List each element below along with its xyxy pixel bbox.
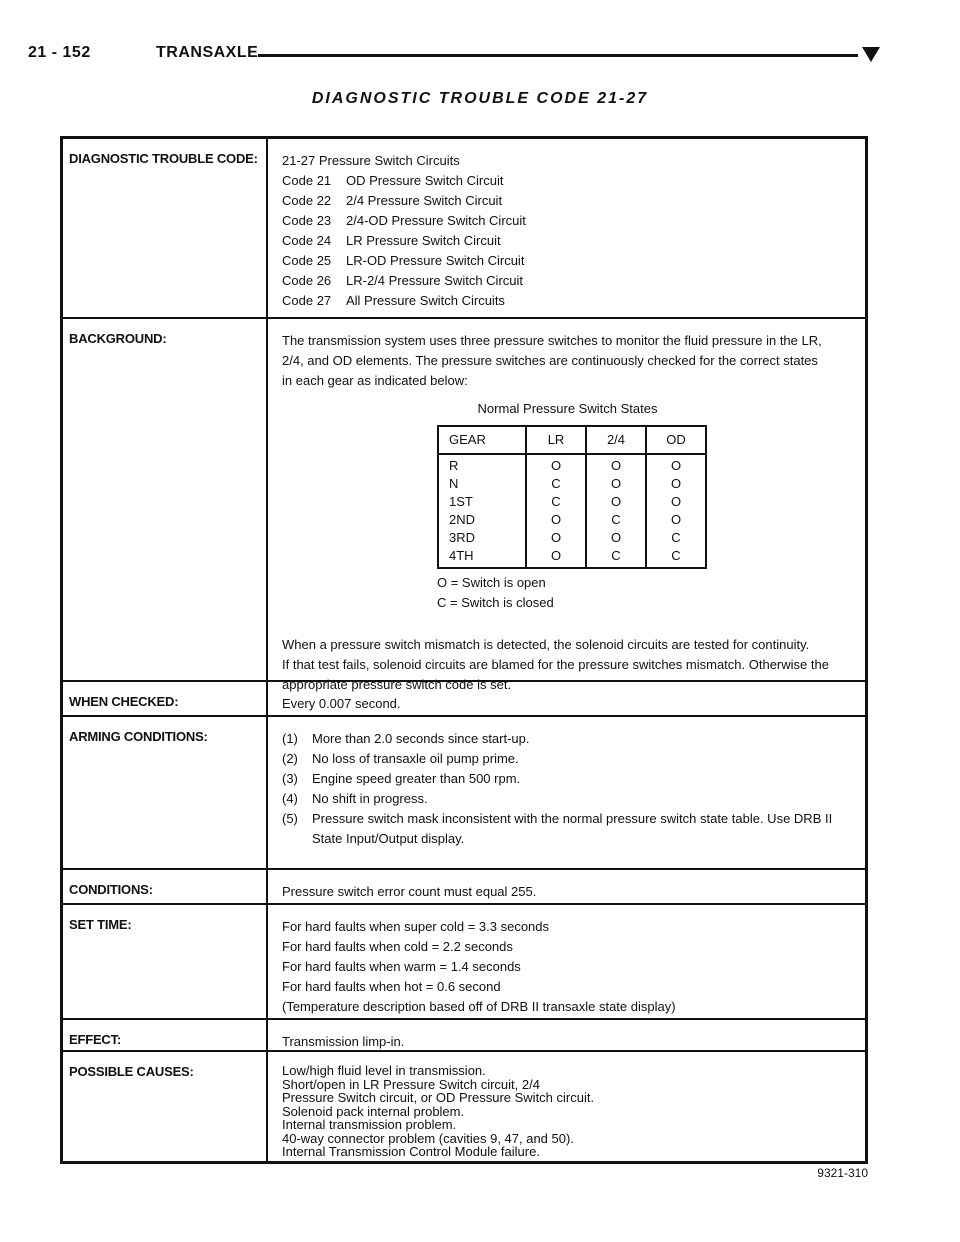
effect-text: Transmission limp-in. — [282, 1034, 405, 1049]
lr-cell: O — [550, 458, 562, 473]
row-label: SET TIME: — [69, 917, 132, 932]
row-label: WHEN CHECKED: — [69, 694, 179, 709]
dtc-heading: 21-27 Pressure Switch Circuits — [282, 153, 460, 168]
item-text: No loss of transaxle oil pump prime. — [312, 751, 519, 766]
code-description: LR-OD Pressure Switch Circuit — [346, 253, 525, 268]
arming-item — [282, 789, 853, 809]
outro-line: appropriate pressure switch code is set. — [282, 677, 512, 692]
table-legend — [437, 573, 853, 613]
row-possible-causes — [63, 1052, 865, 1161]
s24-cell: C — [611, 548, 621, 563]
page-header — [28, 44, 880, 74]
code-description: LR Pressure Switch Circuit — [346, 233, 501, 248]
row-label: CONDITIONS: — [69, 882, 153, 897]
row-label: POSSIBLE CAUSES: — [69, 1064, 194, 1079]
gear-cell: 3RD — [449, 530, 476, 545]
item-text: No shift in progress. — [312, 791, 428, 806]
lr-column — [526, 454, 586, 568]
arming-item — [282, 769, 853, 789]
od-cell: O — [670, 458, 682, 473]
row-arming-conditions — [63, 717, 865, 870]
code-line — [282, 251, 853, 271]
gear-cell: 4TH — [449, 548, 474, 563]
row-label: EFFECT: — [69, 1032, 122, 1047]
dtc-chart — [60, 136, 868, 1164]
cause-line: Short/open in LR Pressure Switch circuit, 2/4 — [282, 1076, 540, 1092]
lr-cell: O — [550, 530, 562, 545]
row-background — [63, 319, 865, 692]
code-line — [282, 191, 853, 211]
code-number: Code 25 — [282, 253, 332, 268]
s24-cell: O — [610, 530, 622, 545]
causes-content — [282, 1064, 853, 1159]
code-description: OD Pressure Switch Circuit — [346, 173, 504, 188]
page-title: DIAGNOSTIC TROUBLE CODE 21-27 — [311, 90, 649, 107]
cause-line: Internal Transmission Control Module failure. — [282, 1144, 540, 1159]
gear-cell: N — [449, 476, 459, 491]
code-number: Code 21 — [282, 173, 332, 188]
triangle-marker-icon — [862, 47, 880, 62]
section-title: TRANSAXLE — [156, 44, 259, 61]
table-title: Normal Pressure Switch States — [477, 401, 658, 416]
row-label: DIAGNOSTIC TROUBLE CODE: — [69, 151, 258, 166]
code-number: Code 23 — [282, 213, 332, 228]
item-text: Pressure switch mask inconsistent with the normal pressure switch state table. Use DRB II — [312, 811, 833, 826]
cause-line: Solenoid pack internal problem. — [282, 1103, 465, 1119]
when-checked-text: Every 0.007 second. — [282, 696, 401, 711]
od-cell: C — [671, 530, 681, 545]
outro-line: When a pressure switch mismatch is detected, the solenoid circuits are tested for continuity. — [282, 637, 810, 652]
intro-line: The transmission system uses three pressure switches to monitor the fluid pressure in the LR, — [282, 333, 822, 348]
row-conditions — [63, 870, 865, 905]
cause-line: Low/high fluid level in transmission. — [282, 1063, 486, 1078]
row-label: ARMING CONDITIONS: — [69, 729, 208, 744]
code-line — [282, 271, 853, 291]
code-description: All Pressure Switch Circuits — [346, 293, 505, 308]
dtc-content — [282, 151, 853, 311]
arming-item — [282, 809, 853, 829]
code-line — [282, 291, 853, 311]
code-line — [282, 171, 853, 191]
lr-cell: C — [551, 494, 561, 509]
code-description: 2/4 Pressure Switch Circuit — [346, 193, 503, 208]
intro-line: in each gear as indicated below: — [282, 373, 468, 388]
arming-item-continuation: State Input/Output display. — [312, 831, 465, 846]
code-number: Code 22 — [282, 193, 332, 208]
lr-cell: O — [550, 512, 562, 527]
lr-cell: O — [550, 548, 562, 563]
set-time-line: For hard faults when cold = 2.2 seconds — [282, 939, 513, 954]
item-text: More than 2.0 seconds since start-up. — [312, 731, 530, 746]
arming-item — [282, 729, 853, 749]
cause-line: Pressure Switch circuit, or OD Pressure Switch circuit. — [282, 1090, 595, 1105]
s24-cell: C — [611, 512, 621, 527]
cause-line: 40-way connector problem (cavities 9, 47, and 50). — [282, 1130, 574, 1146]
code-line — [282, 211, 853, 231]
s24-cell: O — [610, 458, 622, 473]
arming-item — [282, 749, 853, 769]
cause-line: Internal transmission problem. — [282, 1117, 457, 1132]
s24-cell: O — [610, 476, 622, 491]
pressure-switch-table — [437, 425, 707, 569]
code-number: Code 26 — [282, 273, 332, 288]
row-set-time — [63, 905, 865, 1020]
header-2-4: 2/4 — [586, 426, 646, 454]
background-content — [282, 331, 853, 695]
od-cell: O — [670, 494, 682, 509]
gear-cell: 2ND — [449, 512, 476, 527]
header-lr: LR — [526, 426, 586, 454]
item-number: (3) — [282, 771, 298, 786]
od-cell: O — [670, 512, 682, 527]
od-column — [646, 454, 706, 568]
row-effect — [63, 1020, 865, 1052]
set-time-line: For hard faults when warm = 1.4 seconds — [282, 959, 521, 974]
row-when-checked — [63, 682, 865, 717]
code-description: 2/4-OD Pressure Switch Circuit — [346, 213, 526, 228]
item-number: (4) — [282, 791, 298, 806]
arming-content — [282, 729, 853, 849]
code-line — [282, 231, 853, 251]
item-number: (1) — [282, 731, 298, 746]
s24-column — [586, 454, 646, 568]
set-time-content — [282, 917, 853, 1017]
legend-closed: C = Switch is closed — [437, 595, 554, 610]
set-time-line: (Temperature description based off of DRB II transaxle state display) — [282, 999, 676, 1014]
header-gear: GEAR — [438, 426, 526, 454]
od-cell: C — [671, 548, 681, 563]
header-od: OD — [646, 426, 706, 454]
item-number: (2) — [282, 751, 298, 766]
set-time-line: For hard faults when hot = 0.6 second — [282, 979, 501, 994]
code-number: Code 24 — [282, 233, 332, 248]
gear-cell: 1ST — [449, 494, 473, 509]
figure-id: 9321-310 — [817, 1166, 868, 1180]
item-text: Engine speed greater than 500 rpm. — [312, 771, 521, 786]
intro-line: 2/4, and OD elements. The pressure switches are continuously checked for the correct states — [282, 353, 818, 368]
lr-cell: C — [551, 476, 561, 491]
od-cell: O — [670, 476, 682, 491]
conditions-text: Pressure switch error count must equal 255. — [282, 884, 537, 899]
code-number: Code 27 — [282, 293, 332, 308]
gear-cell: R — [449, 458, 459, 473]
code-description: LR-2/4 Pressure Switch Circuit — [346, 273, 523, 288]
row-label: BACKGROUND: — [69, 331, 167, 346]
header-rule — [258, 54, 858, 57]
s24-cell: O — [610, 494, 622, 509]
legend-open: O = Switch is open — [437, 575, 546, 590]
gear-column — [438, 454, 526, 568]
item-number: (5) — [282, 811, 298, 826]
row-dtc — [63, 139, 865, 319]
set-time-line: For hard faults when super cold = 3.3 seconds — [282, 919, 550, 934]
outro-line: If that test fails, solenoid circuits are blamed for the pressure switches mismatch. Otherwise the — [282, 657, 829, 672]
page-number: 21 - 152 — [28, 44, 91, 61]
